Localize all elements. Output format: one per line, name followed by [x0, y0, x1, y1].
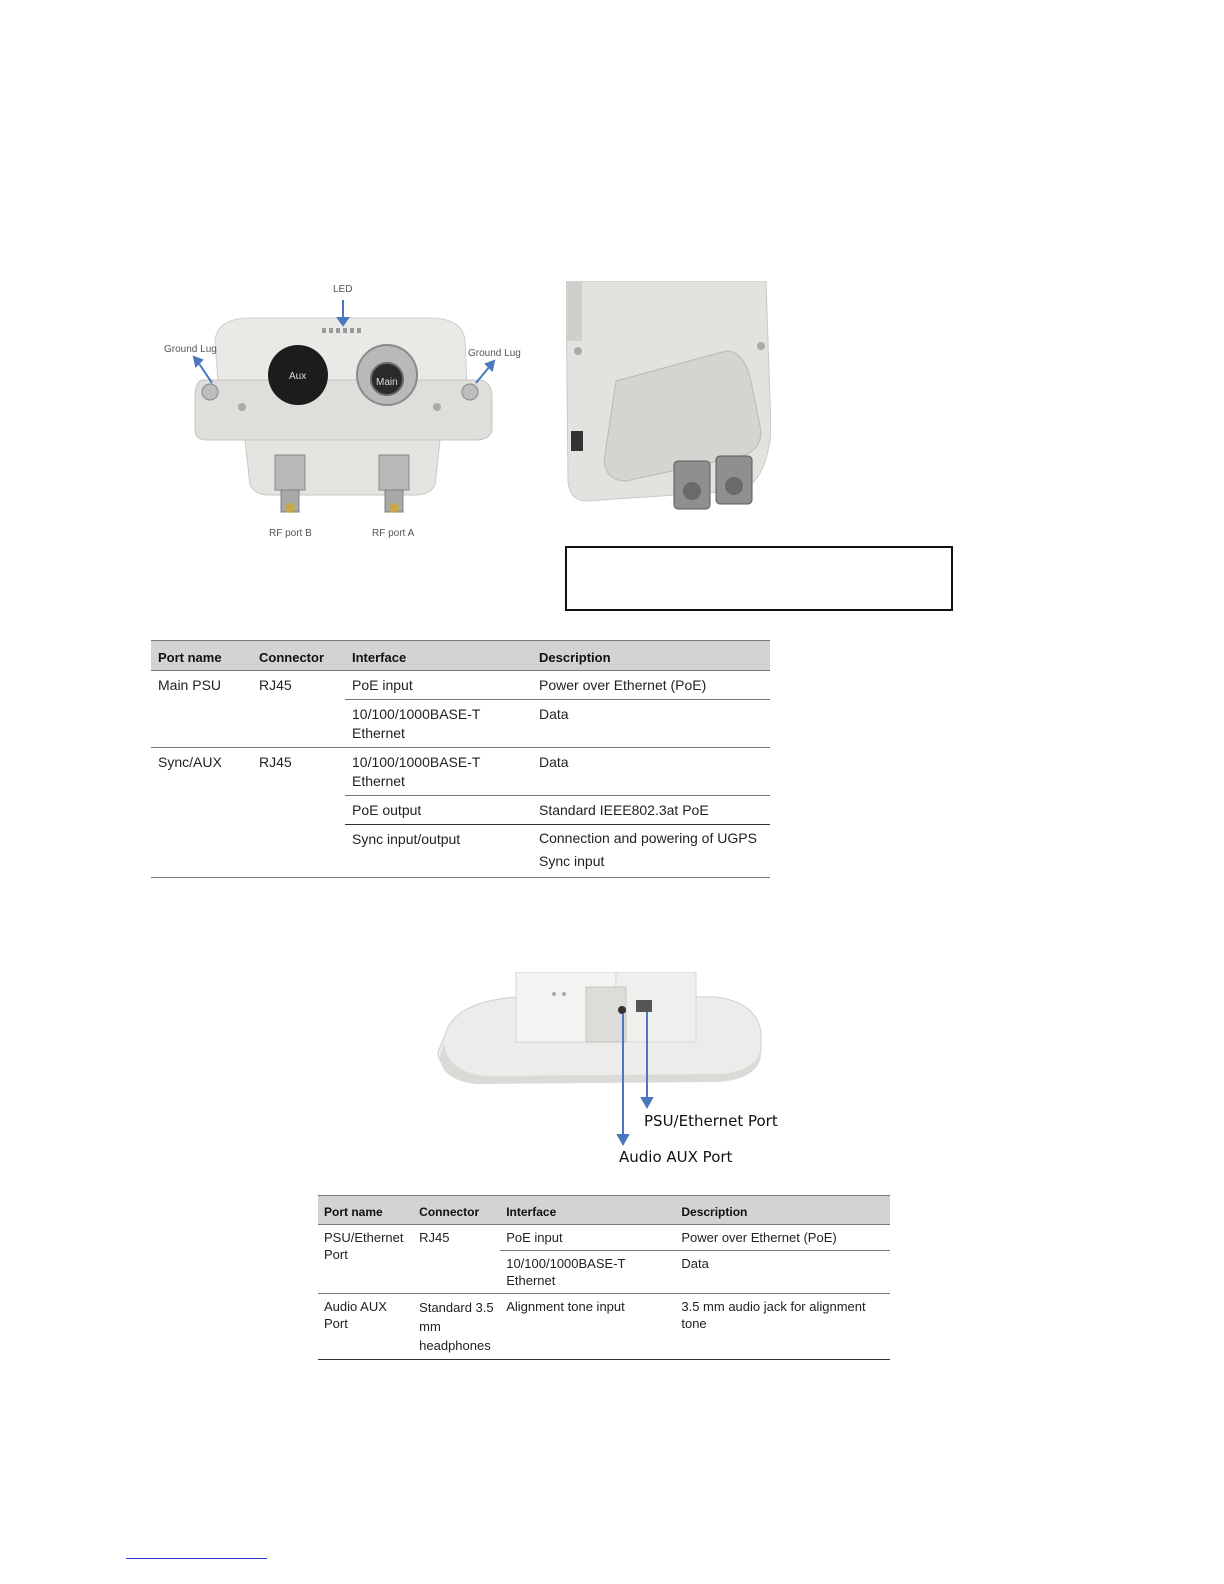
description-cell: Data: [532, 748, 770, 796]
led-label: LED: [333, 284, 353, 295]
description-cell: Data: [675, 1251, 890, 1294]
figure-unit-side-view: [566, 281, 771, 521]
description-cell: Power over Ethernet (PoE): [675, 1225, 890, 1251]
description-cell: Connection and powering of UGPS Sync input: [532, 825, 770, 878]
unit-top-photo: [150, 280, 530, 545]
aux-label: Aux: [289, 371, 307, 382]
figure-unit-bottom-view: [436, 972, 796, 1172]
interface-cell: PoE output: [345, 796, 532, 825]
port-name-cell: Audio AUX Port: [318, 1294, 413, 1360]
interface-cell: Alignment tone input: [500, 1294, 675, 1360]
table-header-row: [318, 1196, 890, 1225]
table-row: [151, 671, 770, 700]
connector-cell: RJ45: [252, 671, 345, 748]
interface-cell: Sync input/output: [345, 825, 532, 878]
description-cell: Standard IEEE802.3at PoE: [532, 796, 770, 825]
header-interface: Interface: [500, 1196, 675, 1225]
port-name-cell: Main PSU: [151, 671, 252, 748]
footnote-separator: [126, 1558, 267, 1559]
header-interface: Interface: [345, 641, 532, 671]
description-cell: 3.5 mm audio jack for alignment tone: [675, 1294, 890, 1360]
rf-port-a-label: RF port A: [372, 528, 415, 539]
header-description: Description: [675, 1196, 890, 1225]
table-row: [318, 1294, 890, 1360]
header-port-name: Port name: [318, 1196, 413, 1225]
interface-cell: 10/100/1000BASE-T Ethernet: [500, 1251, 675, 1294]
interface-cell: PoE input: [345, 671, 532, 700]
table-row: [318, 1225, 890, 1251]
header-description: Description: [532, 641, 770, 671]
connector-cell: RJ45: [252, 748, 345, 878]
description-cell: Power over Ethernet (PoE): [532, 671, 770, 700]
figure-unit-top-view: [150, 280, 530, 545]
connector-cell: RJ45: [413, 1225, 500, 1294]
main-label: Main: [376, 377, 398, 388]
interface-cell: 10/100/1000BASE-T Ethernet: [345, 748, 532, 796]
interface-cell: 10/100/1000BASE-T Ethernet: [345, 700, 532, 748]
ground-lug-left-label: Ground Lug: [164, 344, 217, 355]
connector-cell: Standard 3.5 mm headphones: [413, 1294, 500, 1360]
port-name-cell: PSU/Ethernet Port: [318, 1225, 413, 1294]
ports-table-1: [151, 640, 770, 878]
unit-side-photo: [566, 281, 771, 521]
interface-cell: PoE input: [500, 1225, 675, 1251]
header-connector: Connector: [413, 1196, 500, 1225]
audio-aux-port-label: Audio AUX Port: [619, 1148, 733, 1166]
description-cell: Data: [532, 700, 770, 748]
ground-lug-right-label: Ground Lug: [468, 348, 521, 359]
table-header-row: [151, 641, 770, 671]
port-name-cell: Sync/AUX: [151, 748, 252, 878]
caption-box: [565, 546, 953, 611]
table-row: [151, 748, 770, 796]
ports-table-2: [318, 1195, 890, 1360]
rf-port-b-label: RF port B: [269, 528, 312, 539]
psu-ethernet-port-label: PSU/Ethernet Port: [644, 1112, 778, 1130]
header-connector: Connector: [252, 641, 345, 671]
unit-bottom-photo: [436, 972, 796, 1172]
header-port-name: Port name: [151, 641, 252, 671]
